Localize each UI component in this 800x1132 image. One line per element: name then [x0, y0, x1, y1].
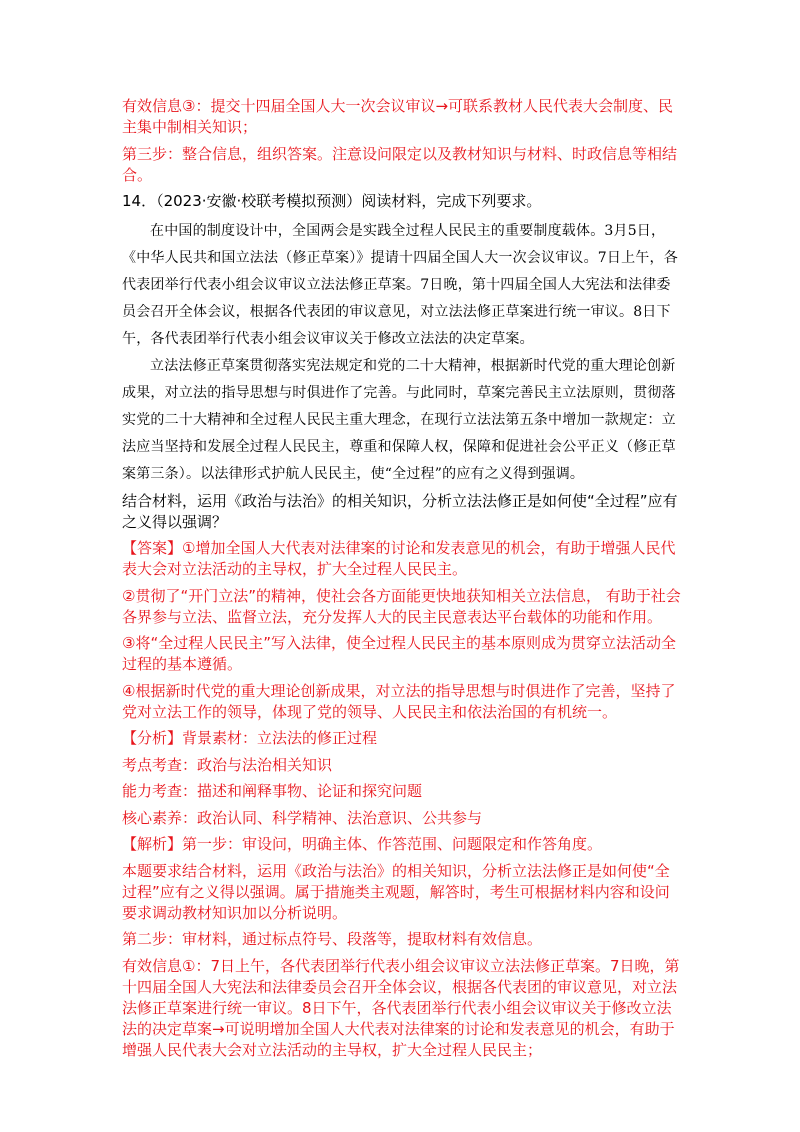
- question-number: 14．: [122, 192, 157, 210]
- question-prompt: 结合材料，运用《政治与法治》的相关知识，分析立法法修正是如何使“全过程”应有之义得以强调？: [122, 491, 678, 531]
- analysis-ability: 能力考查：描述和阐释事物、论证和探究问题: [122, 782, 423, 800]
- analysis-background: 【分析】背景素材：立法法的修正过程: [122, 729, 378, 747]
- answer-item-1: 【答案】①增加全国人大代表对法律案的讨论和发表意见的机会，有助于增强人民代表大会对立法活动的主导权，扩大全过程人民民主。: [122, 539, 676, 578]
- answer-item-2: ②贯彻了“开门立法”的精神，使社会各方面能更快地获知相关立法信息， 有助于社会各界参与立法、监督立法，充分发挥人大的民主民意表达平台载体的功能和作用。: [122, 586, 681, 626]
- question-source: （2023·安徽·校联考模拟预测）: [156, 192, 362, 210]
- explanation-info1: 有效信息①：7日上午，各代表团举行代表小组会议审议立法法修正草案。7日晚，第十四届全国人大宪法和法律委员会召开全体会议，根据各代表团的审议意见，对立法法修正草案进行统一审议。8日下午，各代表团举行代表小组会议审议关于修改立法法的决定草案→可说明增加全国人大代表对法律案的讨论和发表意见的机会，有助于增强人民代表大会对立法活动的主导权，扩大全过程人民民主；: [122, 956, 680, 1059]
- material-paragraph-1: 在中国的制度设计中，全国两会是实践全过程人民民主的重要制度载体。3月5日，《中华人民共和国立法法（修正草案）》提请十四届全国人大一次会议审议。7日上午，各代表团举行代表小组会议审议立法法修正草案。7日晚，第十四届全国人大宪法和法律委员会召开全体会议，根据各代表团的审议意见，对立法法修正草案进行统一审议。8日下午，各代表团举行代表小组会议审议关于修改立法法的决定草案。: [122, 222, 678, 347]
- question-header: [122, 191, 682, 212]
- info3-text: 有效信息③：提交十四届全国人大一次会议审议→可联系教材人民代表大会制度、民主集中制相关知识；: [122, 97, 674, 136]
- material-block: [122, 218, 682, 488]
- question-instruction: 阅读材料，完成下列要求。: [361, 192, 542, 210]
- answer-item-3: ③将“全过程人民民主”写入法律，使全过程人民民主的基本原则成为贯穿立法活动全过程的基本遵循。: [122, 634, 676, 673]
- analysis-literacy: 核心素养：政治认同、科学精神、法治意识、公共参与: [122, 808, 483, 827]
- explanation-step2: 第二步：审材料，通过标点符号、段落等，提取材料有效信息。: [122, 930, 543, 948]
- document-page: [122, 96, 682, 1066]
- answer-item-4: ④根据新时代党的重大理论创新成果，对立法的指导思想与时俱进作了完善，坚持了党对立法工作的领导，体现了党的领导、人民民主和依法治国的有机统一。: [122, 681, 676, 721]
- explanation-step1: 【解析】第一步：审设问，明确主体、作答范围、问题限定和作答角度。: [122, 835, 603, 853]
- analysis-knowledge: 考点考查：政治与法治相关知识: [122, 755, 333, 774]
- explanation-step1-detail: 本题要求结合材料，运用《政治与法治》的相关知识，分析立法法修正是如何使“全过程”应有之义得以强调。属于措施类主观题，解答时，考生可根据材料内容和设问要求调动教材知识加以分析说明。: [122, 861, 670, 922]
- material-paragraph-2: 立法法修正草案贯彻落实宪法规定和党的二十大精神，根据新时代党的重大理论创新成果，对立法的指导思想与时俱进作了完善。与此同时，草案完善民主立法原则，贯彻落实党的二十大精神和全过程人民民主重大理念，在现行立法法第五条中增加一款规定：立法应当坚持和发展全过程人民民主，尊重和保障人权，保障和促进社会公平正义（修正草案第三条）。以法律形式护航人民民主，使“全过程”的应有之义得到强调。: [122, 357, 676, 482]
- step3-text: 第三步：整合信息，组织答案。注意设问限定以及教材知识与材料、时政信息等相结合。: [122, 144, 678, 184]
